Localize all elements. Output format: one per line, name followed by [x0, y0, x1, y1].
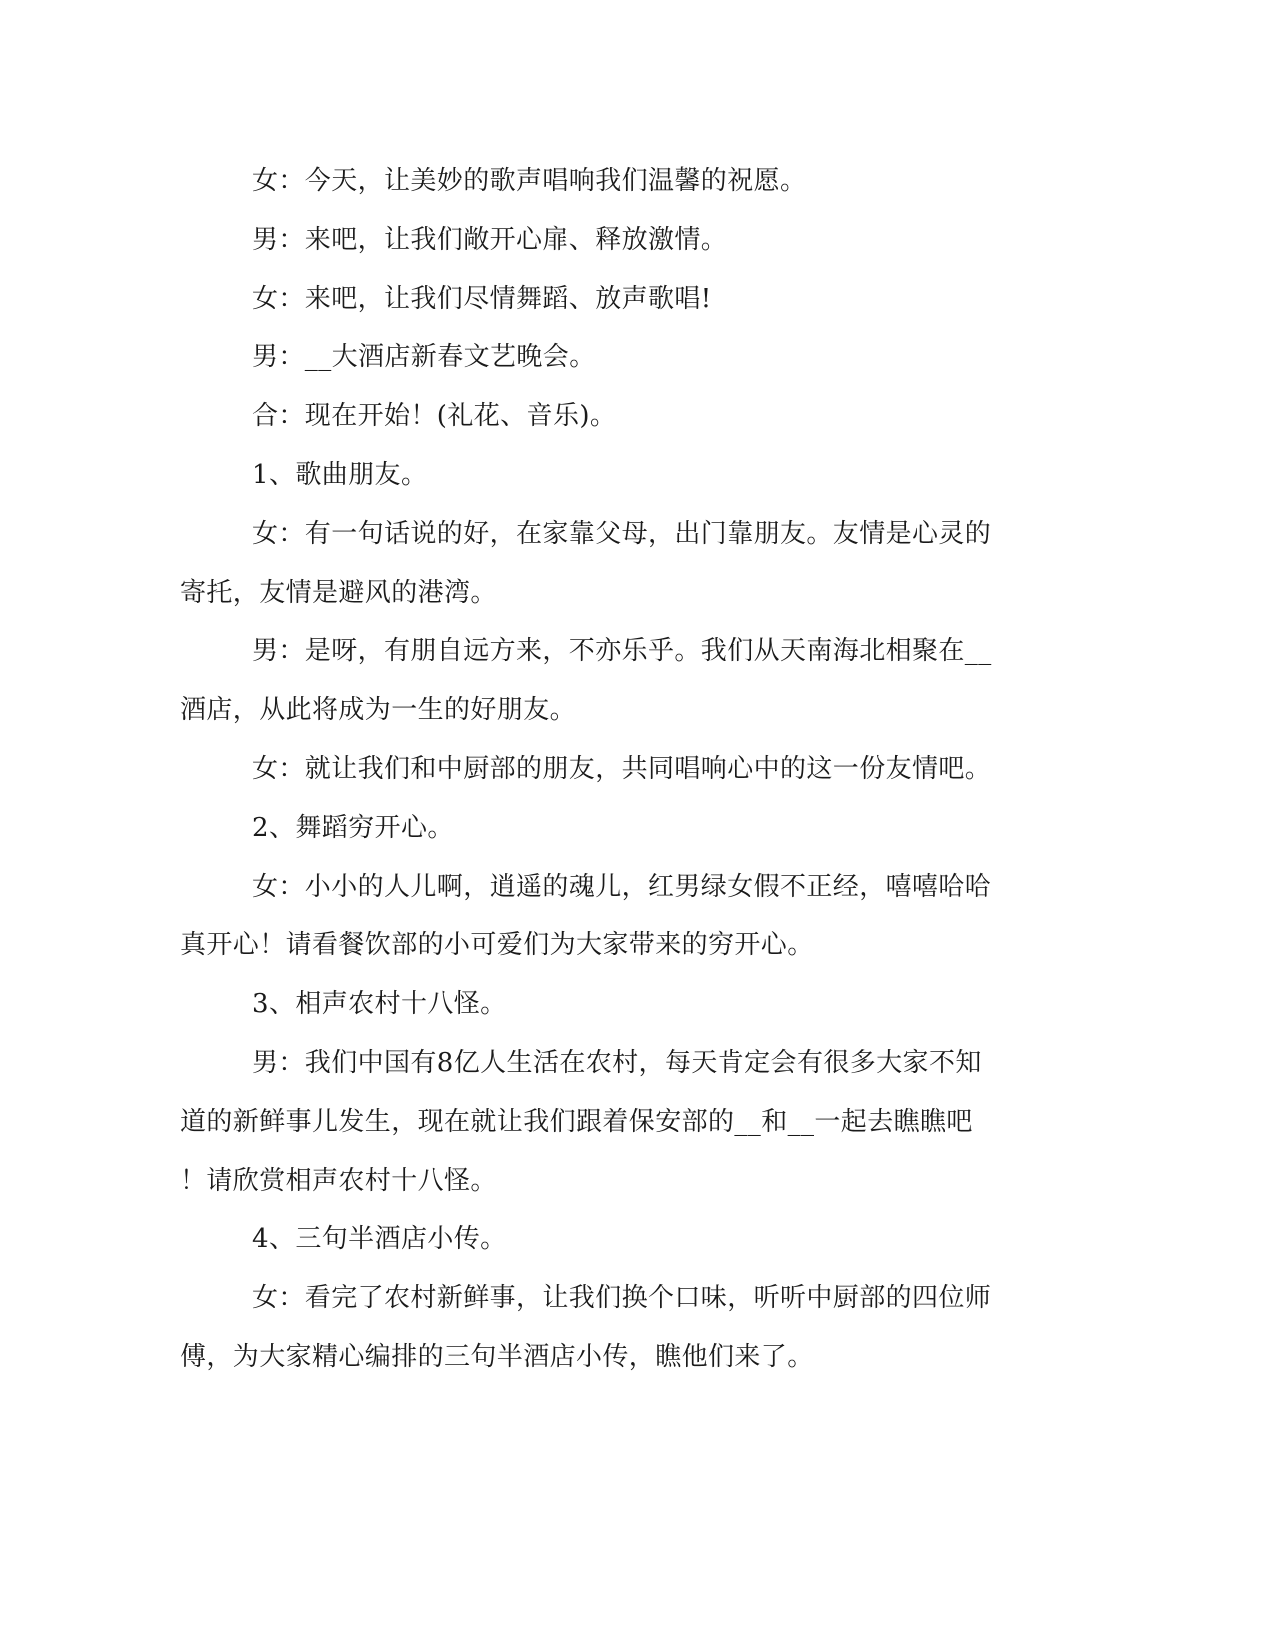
text-line: 真开心！请看餐饮部的小可爱们为大家带来的穷开心。 — [180, 930, 814, 961]
text-line: 女：今天，让美妙的歌声唱响我们温馨的祝愿。 — [252, 166, 807, 196]
text-line: 寄托，友情是避风的港湾。 — [180, 577, 497, 608]
document-body — [180, 152, 1040, 1387]
text-line: 酒店，从此将成为一生的好朋友。 — [180, 695, 577, 726]
text-line: 女：小小的人儿啊，逍遥的魂儿，红男绿女假不正经，嘻嘻哈哈 — [252, 871, 992, 902]
text-line: 男：我们中国有8亿人生活在农村，每天肯定会有很多大家不知 — [252, 1047, 982, 1078]
text-line: 男：来吧，让我们敞开心扉、释放激情。 — [252, 224, 728, 255]
text-line: 男：是呀，有朋自远方来，不亦乐乎。我们从天南海北相聚在__ — [252, 636, 992, 667]
text-line: 道的新鲜事儿发生，现在就让我们跟着保安部的__和__一起去瞧瞧吧 — [180, 1106, 973, 1137]
text-line: 女：看完了农村新鲜事，让我们换个口味，听听中厨部的四位师 — [252, 1283, 992, 1314]
text-line: ！请欣赏相声农村十八怪。 — [180, 1165, 497, 1196]
text-line: 女：来吧，让我们尽情舞蹈、放声歌唱! — [252, 283, 712, 314]
text-line: 傅，为大家精心编排的三句半酒店小传，瞧他们来了。 — [180, 1341, 814, 1372]
section-heading: 1、歌曲朋友。 — [252, 459, 428, 490]
text-line: 女：就让我们和中厨部的朋友，共同唱响心中的这一份友情吧。 — [252, 753, 992, 784]
text-line: 男：__大酒店新春文艺晚会。 — [252, 342, 596, 373]
section-heading: 2、舞蹈穷开心。 — [252, 812, 454, 843]
text-line: 合：现在开始！(礼花、音乐)。 — [252, 401, 617, 432]
section-heading: 3、相声农村十八怪。 — [252, 989, 507, 1020]
text-line: 女：有一句话说的好，在家靠父母，出门靠朋友。友情是心灵的 — [252, 518, 992, 549]
section-heading: 4、三句半酒店小传。 — [252, 1224, 507, 1255]
